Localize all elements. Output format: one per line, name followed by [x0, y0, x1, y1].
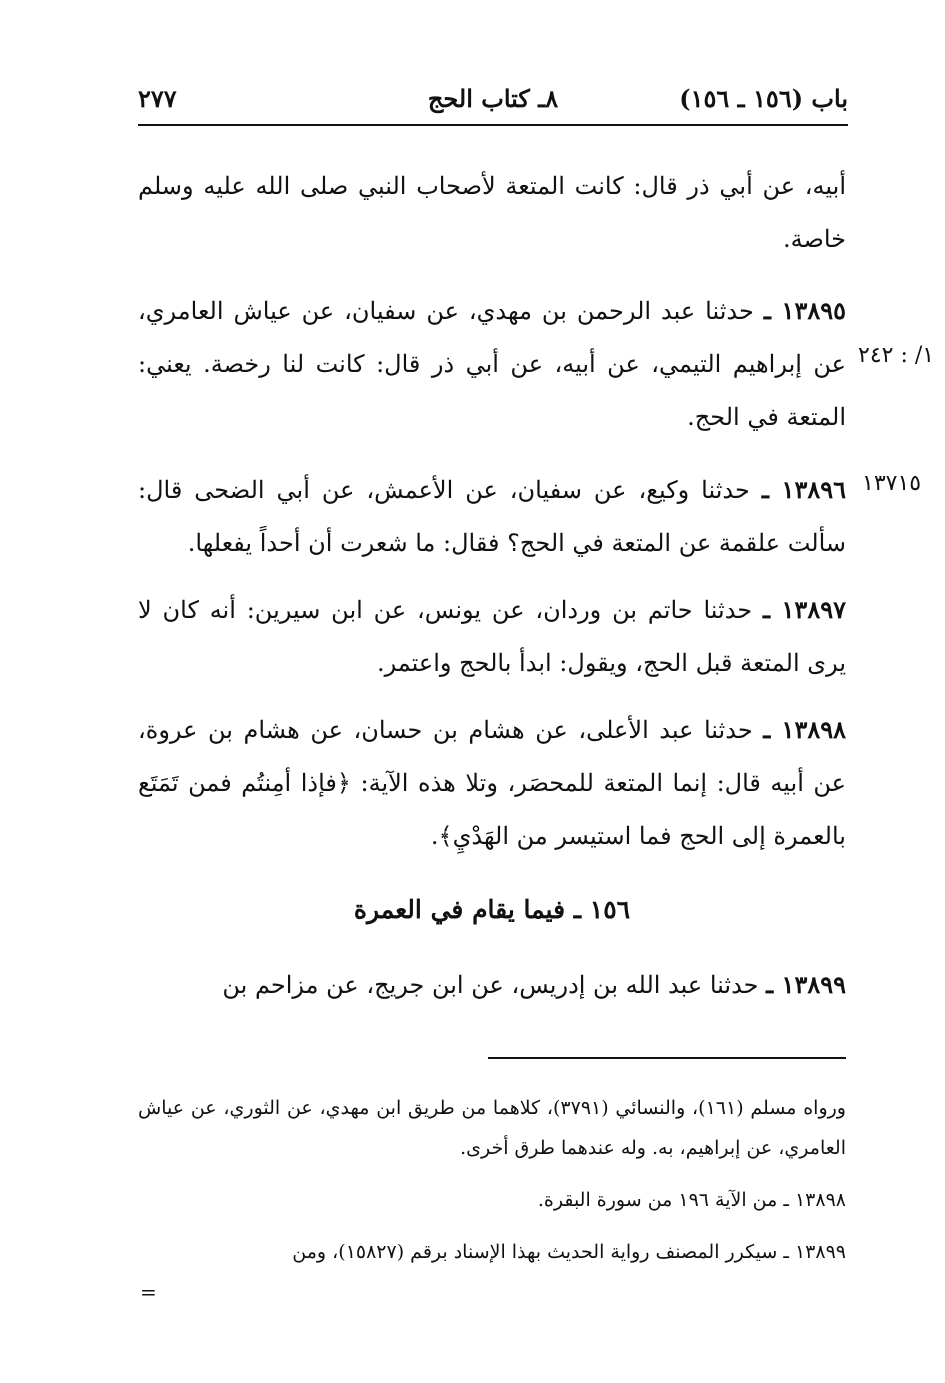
hadith-13899 — [138, 958, 846, 1012]
hadith-text: حدثنا وكيع، عن سفيان، عن الأعمش، عن أبي الضحى قال: سألت علقمة عن المتعة في الحج؟ فقال: ما شعرت أن أحداً يفعلها. — [138, 476, 846, 557]
hadith-number: ١٣٨٩٩ ـ — [766, 970, 846, 999]
margin-reference: ١/ : ٢٤٢ — [858, 343, 935, 368]
chapter-range: باب (١٥٦ ـ ١٥٦) — [679, 84, 848, 113]
footnote: ورواه مسلم (١٦١)، والنسائي (٣٧٩١)، كلاهما من طريق ابن مهدي، عن الثوري، عن عياش العامري، عن إبراهيم، به. وله عندهما طرق أخرى. — [138, 1097, 846, 1159]
footnote: ١٣٨٩٨ ـ من الآية ١٩٦ من سورة البقرة. — [537, 1189, 846, 1211]
footnote: ١٣٨٩٩ ـ سيكرر المصنف رواية الحديث بهذا الإسناد برقم (١٥٨٢٧)، ومن — [292, 1241, 846, 1263]
hadith-text: حدثنا عبد الرحمن بن مهدي، عن سفيان، عن عياش العامري، عن إبراهيم التيمي، عن أبيه، عن أبي ذر قال: كانت لنا رخصة. يعني: المتعة في الحج. — [138, 297, 846, 431]
hadith-number: ١٣٨٩٥ ـ — [763, 296, 846, 325]
hadith-text: حدثنا عبد الله بن إدريس، عن ابن جريج، عن مزاحم بن — [222, 971, 759, 999]
book-title: ٨ـ كتاب الحج — [427, 84, 559, 113]
hadith-text: حدثنا عبد الأعلى، عن هشام بن حسان، عن هشام بن عروة، عن أبيه قال: إنما المتعة للمحصَر، وتلا هذه الآية: ﴿فإذا أمِنتُم فمن تَمَتَع بالعمرة إلى الحج فما استيسر من الهَدْيِ﴾. — [138, 716, 846, 850]
footnote-divider — [488, 1057, 846, 1059]
margin-reference: ١٣٧١٥ — [862, 471, 922, 496]
paragraph-text: أبيه، عن أبي ذر قال: كانت المتعة لأصحاب النبي صلى الله عليه وسلم خاصة. — [138, 172, 846, 253]
running-header — [138, 78, 848, 122]
hadith-13898 — [138, 703, 846, 863]
hadith-number: ١٣٨٩٧ ـ — [762, 595, 846, 624]
hadith-13895 — [138, 284, 846, 444]
page-number: ٢٧٧ — [138, 84, 177, 113]
hadith-text: حدثنا حاتم بن وردان، عن يونس، عن ابن سيرين: أنه كان لا يرى المتعة قبل الحج، ويقول: ابدأ بالحج واعتمر. — [138, 596, 846, 677]
section-title: ١٥٦ ـ فيما يقام في العمرة — [353, 895, 631, 924]
hadith-13896 — [138, 463, 846, 570]
continuation-mark: = — [140, 1280, 157, 1304]
hadith-13897 — [138, 583, 846, 690]
header-divider — [138, 124, 848, 126]
hadith-number: ١٣٨٩٨ ـ — [763, 715, 846, 744]
hadith-number: ١٣٨٩٦ ـ — [761, 475, 846, 504]
paragraph-continuation — [138, 160, 846, 266]
